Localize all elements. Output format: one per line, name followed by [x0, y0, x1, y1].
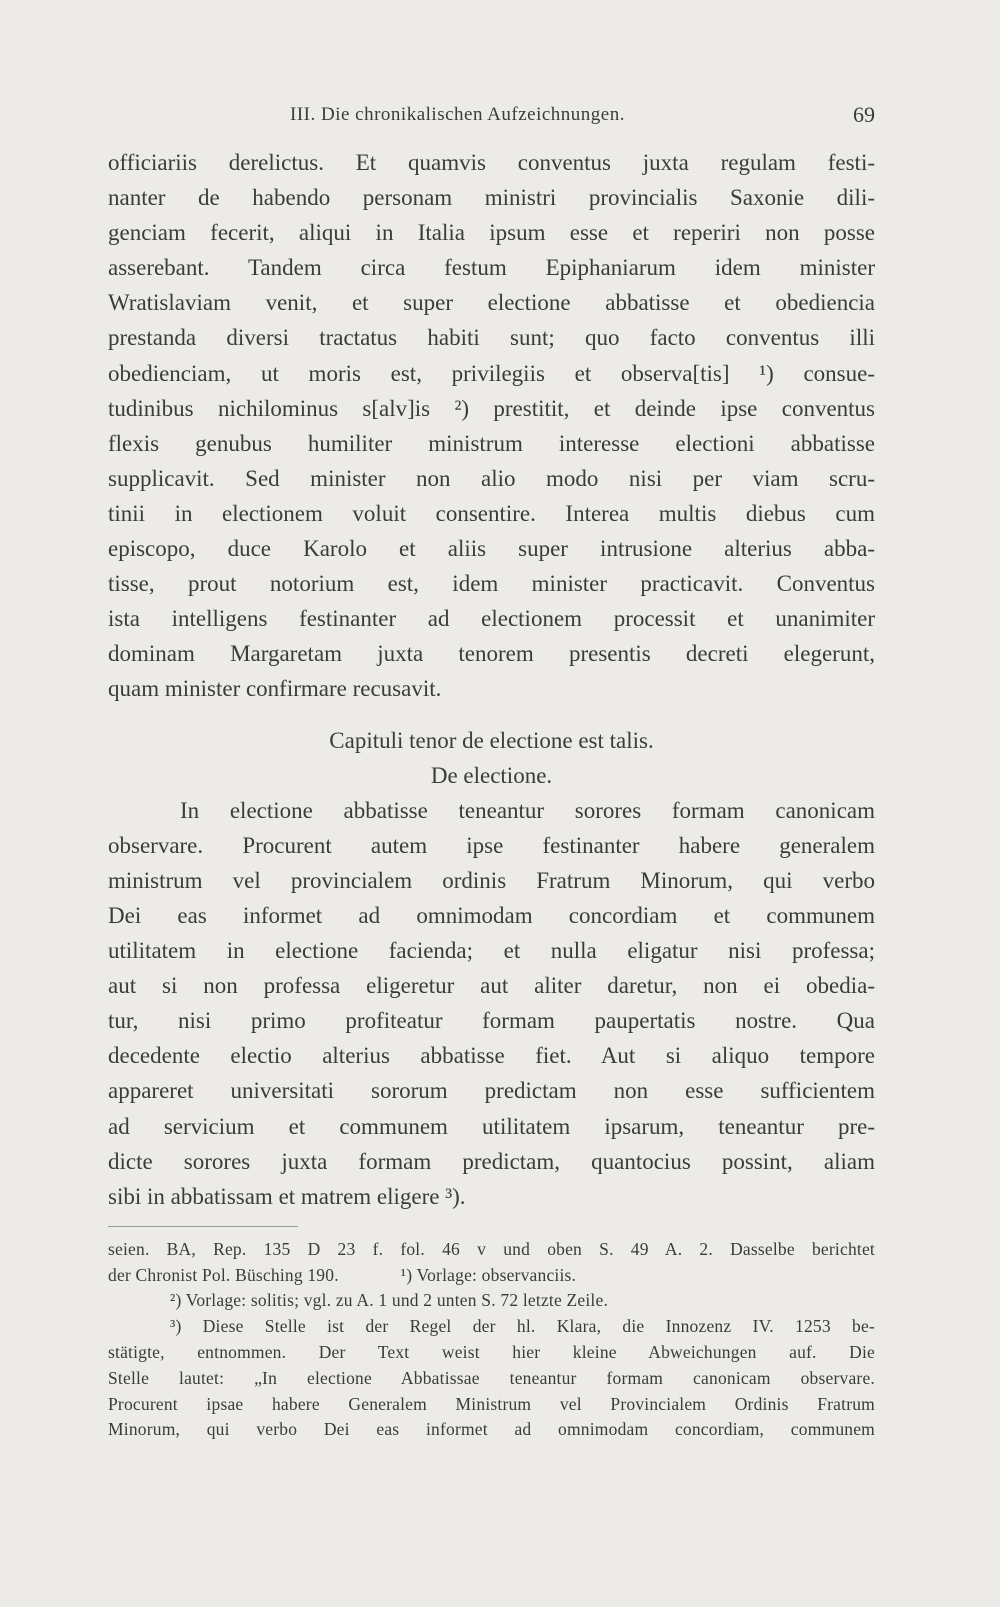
text-line: dominam Margaretam juxta tenorem presentis decreti elegerunt, — [108, 641, 875, 667]
footnote-2: ²) Vorlage: solitis; vgl. zu A. 1 und 2 unten S. 72 letzte Zeile. — [170, 1290, 609, 1311]
text-line: In electione abbatisse teneantur sorores formam canonicam — [180, 797, 875, 823]
text-line: flexis genubus humiliter ministrum interesse electioni abbatisse — [108, 430, 875, 456]
footnote-1: ¹) Vorlage: observanciis. — [400, 1264, 577, 1285]
footnote-line: seien. BA, Rep. 135 D 23 f. fol. 46 v und oben S. 49 A. 2. Dasselbe berichtet — [108, 1238, 875, 1259]
footnote-ref: ³). — [445, 1183, 466, 1209]
text-line: aut si non professa eligeretur aut aliter daretur, non ei obedia- — [108, 973, 875, 999]
text-line: episcopo, duce Karolo et aliis super intrusione alterius abba- — [108, 536, 875, 562]
text-line: genciam fecerit, aliqui in Italia ipsum esse et reperiri non posse — [108, 220, 875, 246]
text-segment: sibi in abbatissam et matrem eligere — [108, 1183, 440, 1209]
page-header — [108, 104, 875, 132]
footnote-line — [108, 1263, 875, 1289]
text-line: decedente electio alterius abbatisse fiet. Aut si aliquo tempore — [108, 1043, 875, 1069]
footnote-line: Stelle lautet: „In electione Abbatissae teneantur formam canonicam observare. — [108, 1367, 875, 1388]
text-line: ad servicium et communem utilitatem ipsarum, teneantur pre- — [108, 1113, 875, 1139]
text-line: tisse, prout notorium est, idem minister practicavit. Conventus — [108, 571, 875, 597]
text-line: ministrum vel provincialem ordinis Fratrum Minorum, qui verbo — [108, 867, 875, 893]
page-number: 69 — [853, 102, 875, 127]
footnotes — [108, 1237, 875, 1443]
running-title: III. Die chronikalischen Aufzeichnungen. — [290, 104, 625, 125]
text-line: dicte sorores juxta formam predictam, quantocius possint, aliam — [108, 1148, 875, 1174]
text-segment: obedienciam, ut moris est, privilegiis et observa[tis] — [108, 360, 730, 386]
text-line — [108, 391, 875, 426]
text-line: nanter de habendo personam ministri provincialis Saxonie dili- — [108, 185, 875, 211]
text-line: asserebant. Tandem circa festum Epiphaniarum idem minister — [108, 255, 875, 281]
footnote-line: Procurent ipsae habere Generalem Ministrum vel Provincialem Ordinis Fratrum — [108, 1393, 875, 1414]
text-line: tinii in electionem voluit consentire. Interea multis diebus cum — [108, 500, 875, 526]
text-line — [108, 1179, 875, 1214]
text-line: observare. Procurent autem ipse festinanter habere generalem — [108, 832, 875, 858]
footnote-3: ³) Diese Stelle ist der Regel der hl. Klara, die Innozenz IV. 1253 be- — [170, 1316, 875, 1337]
text-line: Wratislaviam venit, et super electione abbatisse et obediencia — [108, 290, 875, 316]
text-line — [108, 356, 875, 391]
footnote-ref: ²) prestitit, et deinde ipse conventus — [454, 395, 875, 421]
footnote-separator — [108, 1226, 298, 1227]
text-line: ista intelligens festinanter ad electionem processit et unanimiter — [108, 606, 875, 632]
text-line: quam minister confirmare recusavit. — [108, 676, 442, 702]
footnote-ref: ¹) consue- — [759, 360, 875, 386]
text-line: Dei eas informet ad omnimodam concordiam et communem — [108, 902, 875, 928]
footnote-text: der Chronist Pol. Büsching 190. — [108, 1264, 339, 1285]
text-line: prestanda diversi tractatus habiti sunt; quo facto conventus illi — [108, 325, 875, 351]
chapter-title: Capituli tenor de electione est talis. — [329, 727, 654, 753]
footnote-line: Minorum, qui verbo Dei eas informet ad omnimodam concordiam, communem — [108, 1419, 875, 1440]
text-line: appareret universitati sororum predictam non esse sufficientem — [108, 1078, 875, 1104]
footnote-line: stätigte, entnommen. Der Text weist hier kleine Abweichungen auf. Die — [108, 1342, 875, 1362]
text-segment: tudinibus nichilominus s[alv]is — [108, 395, 431, 421]
section-title: De electione. — [430, 762, 553, 788]
text-line: tur, nisi primo profiteatur formam paupertatis nostre. Qua — [108, 1008, 875, 1034]
text-line: officiariis derelictus. Et quamvis conventus juxta regulam festi- — [108, 150, 875, 175]
paragraph-narrative — [108, 145, 875, 707]
text-line: utilitatem in electione facienda; et nulla eligatur nisi professa; — [108, 938, 875, 964]
paragraph-rule-text — [108, 793, 875, 1214]
text-line: supplicavit. Sed minister non alio modo nisi per viam scru- — [108, 465, 875, 491]
main-text — [108, 145, 875, 1443]
